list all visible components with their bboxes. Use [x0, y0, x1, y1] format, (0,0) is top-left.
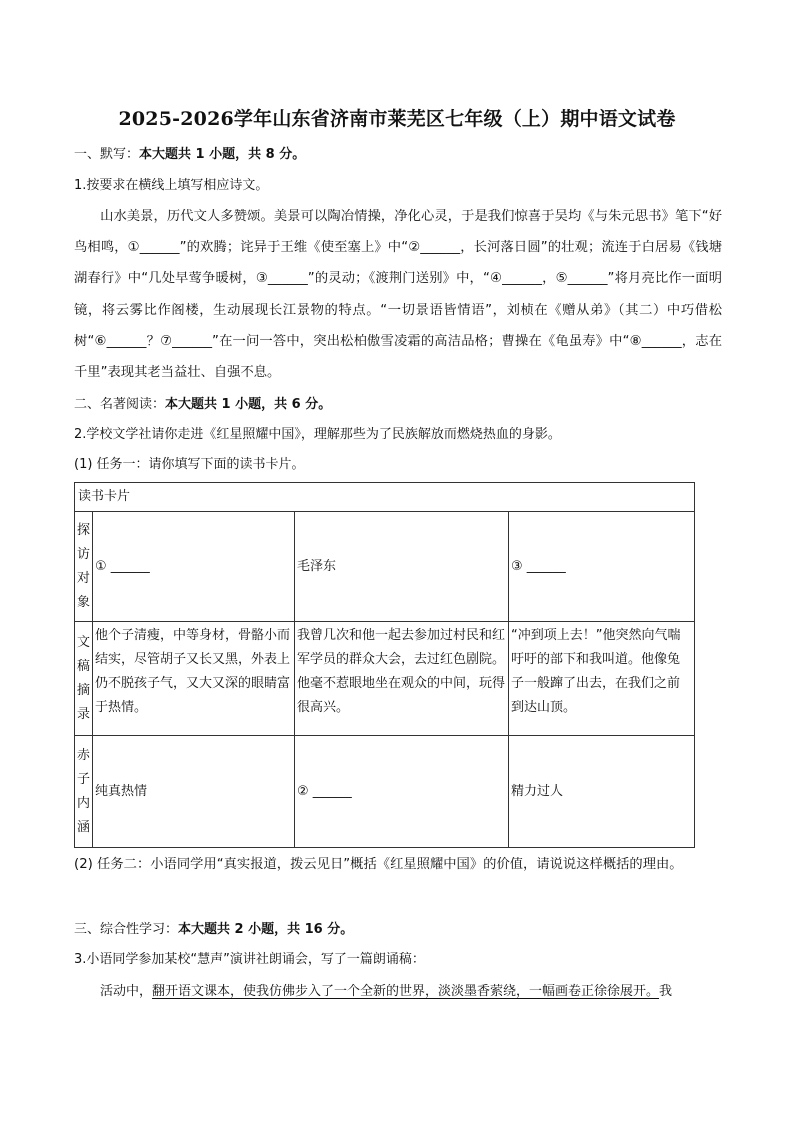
question-1-body: [74, 201, 722, 388]
label-char: 子: [76, 771, 90, 787]
answer-blank-3[interactable]: ③ ______: [509, 512, 695, 622]
question-2-stem: 2.学校文学社请你走进《红星照耀中国》，理解那些为了民族解放而燃烧热血的身影。: [74, 427, 561, 442]
table-cell: 纯真热情: [93, 736, 295, 848]
row-label-meaning: [75, 736, 93, 848]
row-label-interviewee: [75, 512, 93, 622]
task-2-prompt: (2) 任务二：小语同学用“真实报道，拨云见日”概括《红星照耀中国》的价值，请说说这样概括的理由。: [74, 857, 683, 872]
section-3-heading: [74, 921, 353, 939]
section-2-heading: [74, 396, 331, 414]
label-char: 录: [76, 706, 90, 722]
section-3-desc: 本大题共 2 小题，共 16 分。: [178, 922, 354, 937]
label-char: 赤: [76, 747, 90, 763]
section-1-heading: [74, 146, 305, 164]
table-cell: 精力过人: [509, 736, 695, 848]
table-cell: 他个子清瘦，中等身材，骨骼小而结实，尽管胡子又长又黑，外表上仍不脱孩子气，又大又深的眼睛富于热情。: [93, 622, 295, 736]
section-1-label: 一、默写：: [74, 147, 140, 162]
exam-title: 2025-2026学年山东省济南市莱芜区七年级（上）期中语文试卷: [118, 108, 676, 130]
row-label-excerpt: [75, 622, 93, 736]
section-2-label: 二、名著阅读：: [74, 397, 166, 412]
question-3-stem: 3.小语同学参加某校“慧声”演讲社朗诵会，写了一篇朗诵稿：: [74, 952, 425, 967]
table-cell: “冲到项上去！”他突然向气喘吁吁的部下和我叫道。他像兔子一般蹿了出去，在我们之前到达山顶。: [509, 622, 695, 736]
table-row: [75, 736, 695, 848]
table-row: [75, 622, 695, 736]
table-cell: 毛泽东: [295, 512, 509, 622]
label-char: 探: [76, 522, 90, 538]
label-char: 文: [76, 634, 90, 650]
answer-blank-1[interactable]: ① ______: [93, 512, 295, 622]
label-char: 象: [76, 594, 90, 610]
question-1-stem: 1.按要求在横线上填写相应诗文。: [74, 178, 269, 193]
label-char: 对: [76, 570, 90, 586]
section-1-desc: 本大题共 1 小题，共 8 分。: [139, 147, 306, 162]
label-char: 摘: [76, 682, 90, 698]
label-char: 涵: [76, 819, 90, 835]
section-3-label: 三、综合性学习：: [74, 922, 179, 937]
reading-card-table: [74, 482, 695, 848]
reading-card-header-row: [75, 483, 695, 512]
body-prefix: 活动中，: [100, 984, 153, 999]
table-row: [75, 512, 695, 622]
label-char: 访: [76, 546, 90, 562]
label-char: 内: [76, 795, 90, 811]
label-char: 稿: [76, 658, 90, 674]
question-1-text: 山水美景，历代文人多赞颂。美景可以陶冶情操，净化心灵，于是我们惊喜于吴均《与朱元思书》笔下“好鸟相鸣，①______”的欢腾；诧异于王维《使至塞上》中“②______，长河落日圆”的壮观；流连于白居易《钱塘湖春行》中“几处早莺争暖树，③______”的灵动；《渡荆门送别》中，“④______，⑤______”将月亮比作一面明镜，将云雾比作阁楼，生动展现长江景物的特点。“一切景语皆情语”，刘桢在《赠从弟》（其二）中巧借松树“⑥______？⑦______”在一问一答中，突出松柏傲雪凌霜的高洁品格；曹操在《龟虽寿》中“⑧______，志在千里”表现其老当益壮、自强不息。: [74, 209, 722, 381]
underlined-sentence: 翻开语文课本，使我仿佛步入了一个全新的世界，淡淡墨香萦绕，一幅画卷正徐徐展开。: [152, 984, 660, 999]
reading-card-header: 读书卡片: [75, 483, 695, 512]
task-1-prompt: (1) 任务一：请你填写下面的读书卡片。: [74, 457, 305, 472]
question-3-body: [74, 983, 672, 1001]
table-cell: 我曾几次和他一起去参加过村民和红军学员的群众大会，去过红色剧院。他毫不惹眼地坐在观众的中间，玩得很高兴。: [295, 622, 509, 736]
section-2-desc: 本大题共 1 小题，共 6 分。: [165, 397, 332, 412]
body-suffix: 我: [659, 984, 673, 999]
answer-blank-2[interactable]: ② ______: [295, 736, 509, 848]
